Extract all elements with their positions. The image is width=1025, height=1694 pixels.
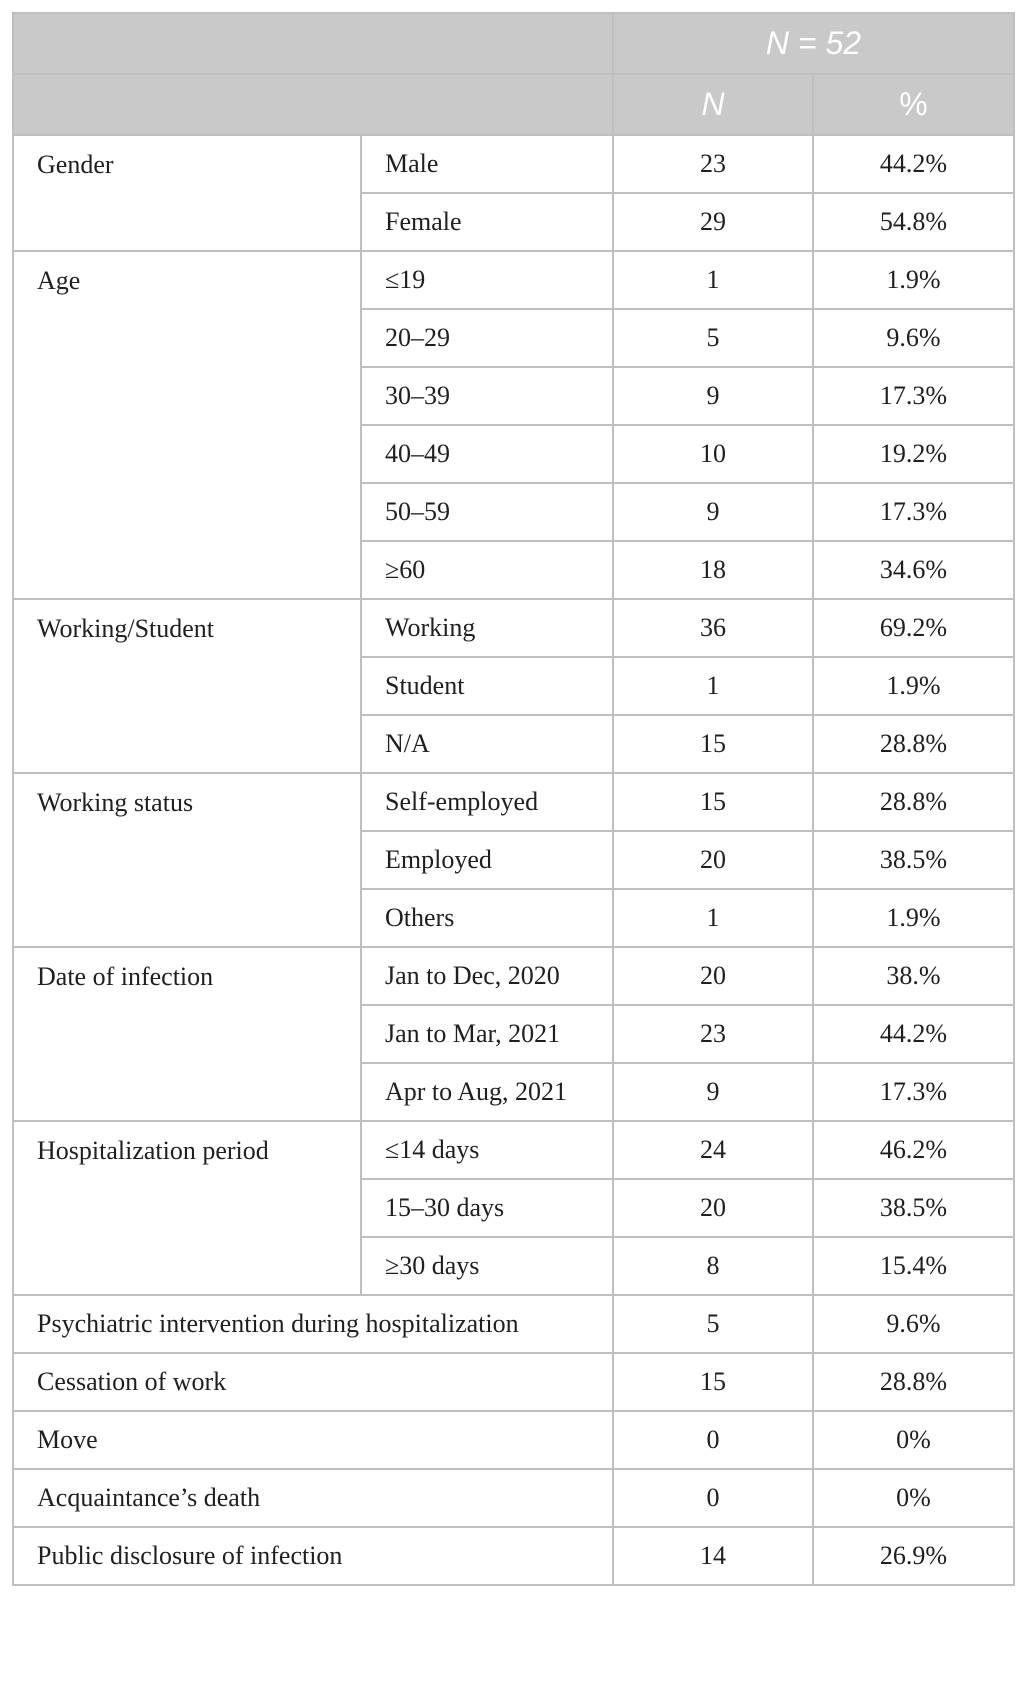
- percent-cell: 44.2%: [813, 135, 1014, 193]
- header-n-cell: [613, 74, 813, 135]
- category-cell: Working/Student: [13, 599, 361, 773]
- percent-cell: 38.5%: [813, 1179, 1014, 1237]
- subcategory-cell: ≥60: [361, 541, 613, 599]
- count-cell: 0: [613, 1411, 813, 1469]
- percent-cell: 17.3%: [813, 1063, 1014, 1121]
- table-row: [13, 135, 1014, 193]
- subcategory-cell: ≤19: [361, 251, 613, 309]
- category-cell: Working status: [13, 773, 361, 947]
- table-row: [13, 1121, 1014, 1179]
- count-cell: 15: [613, 773, 813, 831]
- count-cell: 9: [613, 1063, 813, 1121]
- percent-cell: 15.4%: [813, 1237, 1014, 1295]
- percent-cell: 9.6%: [813, 1295, 1014, 1353]
- percent-cell: 38.%: [813, 947, 1014, 1005]
- count-cell: 36: [613, 599, 813, 657]
- subcategory-cell: 50–59: [361, 483, 613, 541]
- count-cell: 23: [613, 135, 813, 193]
- total-label: N = 52: [765, 25, 862, 61]
- percent-cell: 1.9%: [813, 657, 1014, 715]
- item-label-cell: Psychiatric intervention during hospitalization: [13, 1295, 613, 1353]
- count-cell: 23: [613, 1005, 813, 1063]
- table-row: [13, 1353, 1014, 1411]
- table-row: [13, 251, 1014, 309]
- table-row: [13, 1527, 1014, 1585]
- table-row: [13, 599, 1014, 657]
- count-cell: 14: [613, 1527, 813, 1585]
- percent-cell: 69.2%: [813, 599, 1014, 657]
- percent-cell: 1.9%: [813, 251, 1014, 309]
- count-cell: 20: [613, 947, 813, 1005]
- percent-cell: 28.8%: [813, 715, 1014, 773]
- percent-cell: 54.8%: [813, 193, 1014, 251]
- table-row: [13, 773, 1014, 831]
- percent-cell: 28.8%: [813, 1353, 1014, 1411]
- subcategory-cell: Jan to Dec, 2020: [361, 947, 613, 1005]
- subcategory-cell: 40–49: [361, 425, 613, 483]
- item-label-cell: Acquaintance’s death: [13, 1469, 613, 1527]
- subcategory-cell: 30–39: [361, 367, 613, 425]
- table-row: [13, 947, 1014, 1005]
- count-cell: 24: [613, 1121, 813, 1179]
- table-row: [13, 1469, 1014, 1527]
- count-cell: 1: [613, 657, 813, 715]
- count-cell: 8: [613, 1237, 813, 1295]
- subcategory-cell: Others: [361, 889, 613, 947]
- count-cell: 1: [613, 251, 813, 309]
- subcategory-cell: Apr to Aug, 2021: [361, 1063, 613, 1121]
- subcategory-cell: Student: [361, 657, 613, 715]
- count-cell: 18: [613, 541, 813, 599]
- count-cell: 29: [613, 193, 813, 251]
- item-label-cell: Cessation of work: [13, 1353, 613, 1411]
- header-pct-cell: [813, 74, 1014, 135]
- subcategory-cell: 20–29: [361, 309, 613, 367]
- count-cell: 20: [613, 1179, 813, 1237]
- category-cell: Gender: [13, 135, 361, 251]
- count-cell: 0: [613, 1469, 813, 1527]
- count-cell: 15: [613, 715, 813, 773]
- subcategory-cell: Employed: [361, 831, 613, 889]
- count-cell: 5: [613, 309, 813, 367]
- header-blank-cell: [13, 74, 613, 135]
- subcategory-cell: 15–30 days: [361, 1179, 613, 1237]
- percent-cell: 46.2%: [813, 1121, 1014, 1179]
- header-blank-cell: [13, 13, 613, 74]
- percent-cell: 28.8%: [813, 773, 1014, 831]
- subcategory-cell: Jan to Mar, 2021: [361, 1005, 613, 1063]
- table-header: [13, 13, 1014, 135]
- header-row-total: [13, 13, 1014, 74]
- subcategory-cell: ≤14 days: [361, 1121, 613, 1179]
- subcategory-cell: ≥30 days: [361, 1237, 613, 1295]
- header-total-cell: [613, 13, 1014, 74]
- count-cell: 9: [613, 367, 813, 425]
- count-cell: 15: [613, 1353, 813, 1411]
- percent-cell: 44.2%: [813, 1005, 1014, 1063]
- table-row: [13, 1411, 1014, 1469]
- percent-cell: 0%: [813, 1411, 1014, 1469]
- subcategory-cell: N/A: [361, 715, 613, 773]
- n-column-label: N: [701, 86, 725, 122]
- percent-cell: 0%: [813, 1469, 1014, 1527]
- subcategory-cell: Working: [361, 599, 613, 657]
- pct-column-label: %: [899, 86, 928, 122]
- subcategory-cell: Male: [361, 135, 613, 193]
- count-cell: 1: [613, 889, 813, 947]
- percent-cell: 26.9%: [813, 1527, 1014, 1585]
- subcategory-cell: Self-employed: [361, 773, 613, 831]
- percent-cell: 17.3%: [813, 483, 1014, 541]
- percent-cell: 38.5%: [813, 831, 1014, 889]
- table-container: [12, 12, 1013, 1586]
- category-cell: Date of infection: [13, 947, 361, 1121]
- count-cell: 10: [613, 425, 813, 483]
- count-cell: 20: [613, 831, 813, 889]
- count-cell: 5: [613, 1295, 813, 1353]
- demographics-table: [12, 12, 1015, 1586]
- percent-cell: 19.2%: [813, 425, 1014, 483]
- header-row-columns: [13, 74, 1014, 135]
- table-row: [13, 1295, 1014, 1353]
- percent-cell: 1.9%: [813, 889, 1014, 947]
- item-label-cell: Public disclosure of infection: [13, 1527, 613, 1585]
- category-cell: Age: [13, 251, 361, 599]
- item-label-cell: Move: [13, 1411, 613, 1469]
- percent-cell: 17.3%: [813, 367, 1014, 425]
- percent-cell: 34.6%: [813, 541, 1014, 599]
- count-cell: 9: [613, 483, 813, 541]
- subcategory-cell: Female: [361, 193, 613, 251]
- table-body: [13, 135, 1014, 1585]
- percent-cell: 9.6%: [813, 309, 1014, 367]
- category-cell: Hospitalization period: [13, 1121, 361, 1295]
